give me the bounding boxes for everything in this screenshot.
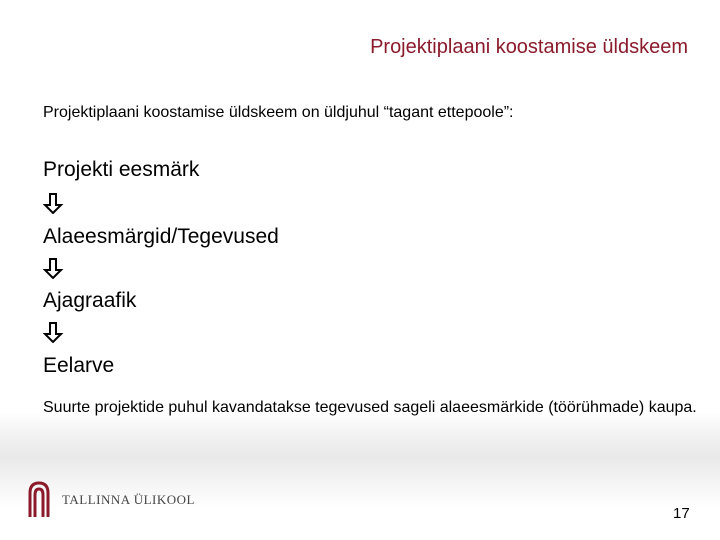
down-arrow-icon bbox=[43, 192, 65, 214]
down-arrow-icon bbox=[43, 321, 65, 343]
step-goal: Projekti eesmärk bbox=[43, 158, 200, 181]
intro-text: Projektiplaani koostamise üldskeem on üldjuhul “tagant ettepoole”: bbox=[43, 104, 514, 121]
step-budget: Eelarve bbox=[43, 354, 115, 377]
university-name: TALLINNA ÜLIKOOL bbox=[62, 492, 195, 507]
slide-title: Projektiplaani koostamise üldskeem bbox=[370, 36, 688, 58]
down-arrow-icon bbox=[43, 257, 65, 279]
page-number: 17 bbox=[673, 505, 690, 522]
step-schedule: Ajagraafik bbox=[43, 289, 137, 312]
footer-band bbox=[0, 412, 720, 540]
note-text: Suurte projektide puhul kavandatakse tegevused sageli alaeesmärkide (töörühmade) kaupa. bbox=[43, 399, 697, 416]
step-subgoals: Alaeesmärgid/Tegevused bbox=[43, 225, 279, 248]
university-logo-icon bbox=[28, 481, 50, 517]
